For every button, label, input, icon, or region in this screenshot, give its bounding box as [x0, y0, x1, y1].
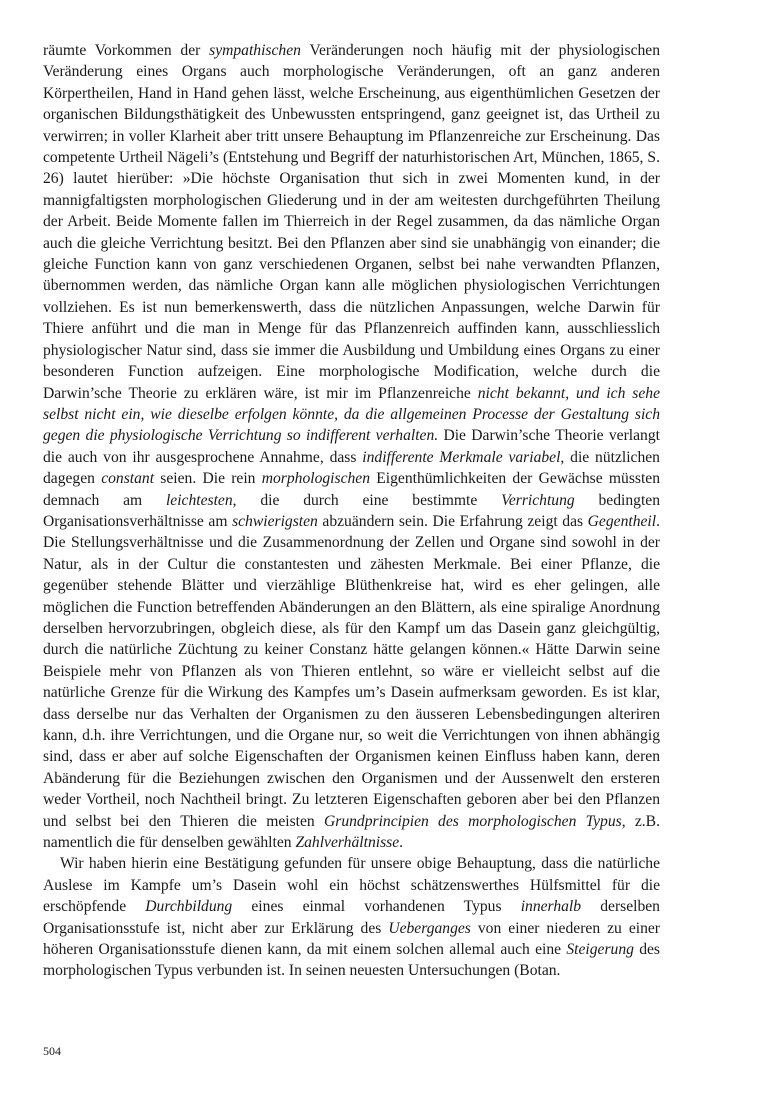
- text-run: Eigenthümlichkeiten der Gewächse müssten demnach am: [43, 470, 661, 509]
- italic-text: nicht bekannt, und ich sehe selbst nicht ein, wie dieselbe erfolgen könnte, da die allgemeinen Processe der Gestaltung sich gegen die physiologische Verrichtung so indifferent verhalten.: [43, 384, 661, 445]
- text-run: bedingten Organisationsverhältnisse am: [43, 491, 660, 530]
- italic-text: sympathischen: [209, 42, 301, 59]
- italic-text: Ueberganges: [388, 919, 471, 937]
- italic-text: innerhalb: [520, 898, 582, 916]
- text-run: , z.B. namentlich die für denselben gewählten: [43, 812, 660, 852]
- italic-text: Steigerung: [566, 941, 634, 959]
- text-run: eines einmal vorhandenen Typus: [232, 898, 521, 916]
- page-number: 504: [43, 1044, 61, 1058]
- italic-text: indifferente Merkmale variabel: [362, 448, 561, 466]
- paragraph: [43, 40, 660, 853]
- body-text: [43, 40, 660, 982]
- text-run: Die Darwin’sche Theorie verlangt die auch von ihr ausgesprochene Annahme, dass: [43, 427, 660, 466]
- paragraph: [43, 853, 660, 981]
- text-run: derselben Organisationsstufe ist, nicht aber zur Erklärung des: [43, 898, 660, 937]
- text-run: , die nützlichen dagegen: [43, 448, 660, 488]
- italic-text: Verrichtung: [501, 491, 575, 509]
- italic-text: Zahlverhältnisse: [295, 834, 400, 852]
- italic-text: Grundprincipien des morphologischen Typus: [323, 812, 622, 830]
- italic-text: constant: [101, 470, 155, 488]
- italic-text: leichtesten: [165, 491, 233, 509]
- text-run: Veränderungen noch häufig mit der physiologischen Veränderung eines Organs auch morphologische Veränderungen, oft an ganz anderen Körpertheilen, Hand in Hand gehen lässt, welche Erscheinung, aus eigenthümlichen Gesetzen der organischen Bildungsthätigkeit des Unbewussten entspringend, ganz geeignet ist, das Urtheil zu verwirren; in voller Klarheit aber tritt unsere Behauptung im Pflanzenreiche zur Erscheinung. Das competente Urtheil Nägeli’s (Entstehung und Begriff der naturhistorischen Art, München, 1865, S. 26) lautet hierüber: »Die höchste Organisation thut sich in zwei Momenten kund, in der mannigfaltigsten morphologischen Gliederung und in der am weitesten durchgeführten Theilung der Arbeit. Beide Momente fallen im Thierreich in der Regel zusammen, da das nämliche Organ auch die gleiche Verrichtung besitzt. Bei den Pflanzen aber sind sie unabhängig von einander; die gleiche Function kann von ganz verschiedenen Organen, selbst bei nahe verwandten Pflanzen, übernommen werden, das nämliche Organ kann alle möglichen physiologischen Verrichtungen vollziehen. Es ist nun bemerkenswerth, dass die nützlichen Anpassungen, welche Darwin für Thiere anführt und die man in Menge für das Pflanzenreich auffinden kann, ausschliesslich physiologischer Natur sind, dass sie immer die Ausbildung und Umbildung eines Organs zu einer besonderen Function aufzeigen. Eine morphologische Modification, welche durch die Darwin’sche Theorie zu erklären wäre, ist mir im Pflanzenreiche: [43, 42, 661, 402]
- text-run: des morphologischen Typus verbunden ist. In seinen neuesten Untersuchungen (Botan.: [43, 941, 660, 980]
- italic-text: Durchbildung: [145, 898, 233, 916]
- text-run: .: [399, 834, 404, 852]
- text-run: Wir haben hierin eine Bestätigung gefunden für unsere obige Behauptung, dass die natürliche Auslese im Kampfe um’s Dasein wohl ein höchst schätzenswerthes Hülfsmittel für die erschöpfende: [43, 855, 660, 916]
- text-run: . Die Stellungsverhältnisse und die Zusammenordnung der Zellen und Organe sind sowohl in der Natur, als in der Cultur die constantesten und zähesten Merkmale. Bei einer Pflanze, die gegenüber stehende Blätter und vierzählige Blüthenkreise hat, wird es eher gelingen, alle möglichen die Function betreffenden Abänderungen an den Blättern, als eine spiralige Anordnung derselben hervorzubringen, obgleich diese, als für den Kampf um das Dasein ganz gleichgültig, durch die natürliche Züchtung zu keiner Constanz hätte gelangen können.« Hätte Darwin seine Beispiele mehr von Pflanzen als von Thieren entlehnt, so wäre er vielleicht selbst auf die natürliche Grenze für die Wirkung des Kampfes um’s Dasein aufmerksam geworden. Es ist klar, dass derselbe nur das Verhalten der Organismen zu den äusseren Lebensbedingungen alteriren kann, d.h. ihre Verrichtungen, und die Organe nur, so weit die Verrichtungen von ihnen abhängig sind, dass er aber auf solche Eigenschaften der Organismen keinen Einfluss haben kann, deren Abänderung für die Beziehungen zwischen den Organismen und der Aussenwelt den ersteren weder Vortheil, noch Nachtheil bringt. Zu letzteren Eigenschaften geboren aber bei den Pflanzen und selbst bei den Thieren die meisten: [43, 512, 660, 830]
- text-run: räumte Vorkommen der: [43, 42, 210, 59]
- text-run: von einer niederen zu einer höheren Organisationsstufe dienen kann, da mit einem solchen allemal auch eine: [43, 919, 660, 959]
- text-run: abzuändern sein. Die Erfahrung zeigt das: [317, 512, 588, 530]
- italic-text: schwierigsten: [232, 512, 318, 530]
- italic-text: morphologischen: [261, 470, 371, 488]
- text-run: seien. Die rein: [154, 470, 262, 488]
- italic-text: Gegentheil: [587, 512, 657, 530]
- text-run: , die durch eine bestimmte: [232, 491, 502, 509]
